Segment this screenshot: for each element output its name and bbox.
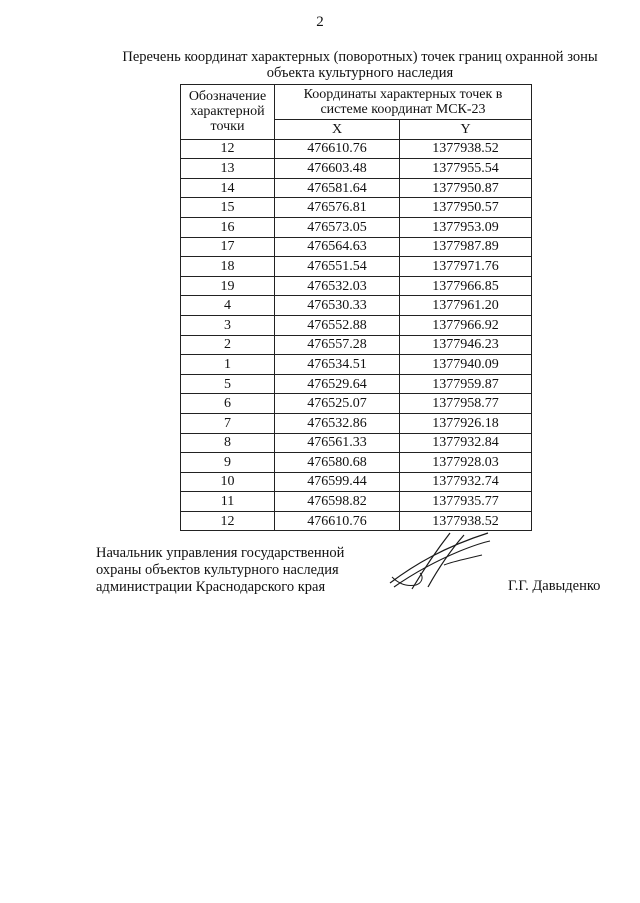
y-cell: 1377971.76: [400, 257, 532, 277]
point-cell: 15: [181, 198, 275, 218]
header-point-line: точки: [210, 119, 245, 135]
table-header-row: [181, 85, 532, 120]
table-row: [181, 472, 532, 492]
y-cell: 1377932.74: [400, 472, 532, 492]
point-cell: 1: [181, 355, 275, 375]
x-cell: 476529.64: [275, 374, 400, 394]
point-cell: 4: [181, 296, 275, 316]
table-row: [181, 296, 532, 316]
x-cell: 476598.82: [275, 492, 400, 512]
table-row: [181, 217, 532, 237]
point-cell: 8: [181, 433, 275, 453]
point-cell: 13: [181, 159, 275, 179]
x-cell: 476551.54: [275, 257, 400, 277]
point-cell: 3: [181, 315, 275, 335]
x-cell: 476581.64: [275, 178, 400, 198]
x-cell: 476557.28: [275, 335, 400, 355]
x-cell: 476573.05: [275, 217, 400, 237]
table-row: [181, 257, 532, 277]
y-cell: 1377928.03: [400, 453, 532, 473]
y-cell: 1377926.18: [400, 413, 532, 433]
table-row: [181, 335, 532, 355]
table-row: [181, 178, 532, 198]
header-coordinates: [275, 85, 532, 120]
signatory-title-line: администрации Краснодарского края: [96, 579, 326, 595]
table-row: [181, 237, 532, 257]
point-cell: 5: [181, 374, 275, 394]
y-cell: 1377938.52: [400, 511, 532, 531]
header-point-line: характерной: [190, 104, 265, 120]
point-cell: 19: [181, 276, 275, 296]
x-cell: 476525.07: [275, 394, 400, 414]
x-cell: 476534.51: [275, 355, 400, 375]
y-cell: 1377935.77: [400, 492, 532, 512]
y-cell: 1377966.92: [400, 315, 532, 335]
table-row: [181, 355, 532, 375]
x-cell: 476530.33: [275, 296, 400, 316]
y-cell: 1377961.20: [400, 296, 532, 316]
heading-line-1: Перечень координат характерных (поворотных) точек границ охранной зоны: [122, 49, 598, 65]
point-cell: 7: [181, 413, 275, 433]
signatory-title-line: охраны объектов культурного наследия: [96, 562, 339, 578]
y-cell: 1377953.09: [400, 217, 532, 237]
y-cell: 1377950.57: [400, 198, 532, 218]
table-row: [181, 198, 532, 218]
point-cell: 6: [181, 394, 275, 414]
table-body: [181, 139, 532, 531]
table-row: [181, 139, 532, 159]
table-row: [181, 492, 532, 512]
y-cell: 1377946.23: [400, 335, 532, 355]
point-cell: 14: [181, 178, 275, 198]
signatory-title: [96, 545, 344, 596]
header-point-designation: [181, 85, 275, 140]
table-row: [181, 315, 532, 335]
point-cell: 9: [181, 453, 275, 473]
x-cell: 476580.68: [275, 453, 400, 473]
heading-line-2: объекта культурного наследия: [266, 65, 454, 81]
y-cell: 1377959.87: [400, 374, 532, 394]
table-row: [181, 159, 532, 179]
point-cell: 12: [181, 511, 275, 531]
table-row: [181, 394, 532, 414]
x-cell: 476552.88: [275, 315, 400, 335]
x-cell: 476599.44: [275, 472, 400, 492]
y-cell: 1377987.89: [400, 237, 532, 257]
x-cell: 476532.03: [275, 276, 400, 296]
point-cell: 2: [181, 335, 275, 355]
y-cell: 1377950.87: [400, 178, 532, 198]
page-number: 2: [316, 14, 324, 30]
x-cell: 476610.76: [275, 511, 400, 531]
point-cell: 12: [181, 139, 275, 159]
y-cell: 1377932.84: [400, 433, 532, 453]
y-cell: 1377955.54: [400, 159, 532, 179]
coordinates-table: [180, 84, 532, 531]
table-row: [181, 453, 532, 473]
y-cell: 1377966.85: [400, 276, 532, 296]
table-row: [181, 276, 532, 296]
point-cell: 17: [181, 237, 275, 257]
point-cell: 11: [181, 492, 275, 512]
header-coords-line: Координаты характерных точек в: [303, 87, 503, 102]
header-y: Y: [400, 120, 532, 140]
x-cell: 476610.76: [275, 139, 400, 159]
x-cell: 476532.86: [275, 413, 400, 433]
x-cell: 476561.33: [275, 433, 400, 453]
signatory-title-line: Начальник управления государственной: [96, 545, 345, 561]
point-cell: 16: [181, 217, 275, 237]
header-coords-line: системе координат МСК-23: [320, 102, 486, 117]
x-cell: 476603.48: [275, 159, 400, 179]
table-row: [181, 413, 532, 433]
y-cell: 1377938.52: [400, 139, 532, 159]
x-cell: 476576.81: [275, 198, 400, 218]
header-point-line: Обозначение: [188, 89, 267, 105]
document-heading: [80, 49, 640, 81]
signatory-name: Г.Г. Давыденко: [508, 578, 601, 594]
point-cell: 18: [181, 257, 275, 277]
handwritten-signature: [384, 525, 496, 595]
x-cell: 476564.63: [275, 237, 400, 257]
table-row: [181, 374, 532, 394]
point-cell: 10: [181, 472, 275, 492]
y-cell: 1377940.09: [400, 355, 532, 375]
header-x: X: [275, 120, 400, 140]
y-cell: 1377958.77: [400, 394, 532, 414]
table-row: [181, 433, 532, 453]
